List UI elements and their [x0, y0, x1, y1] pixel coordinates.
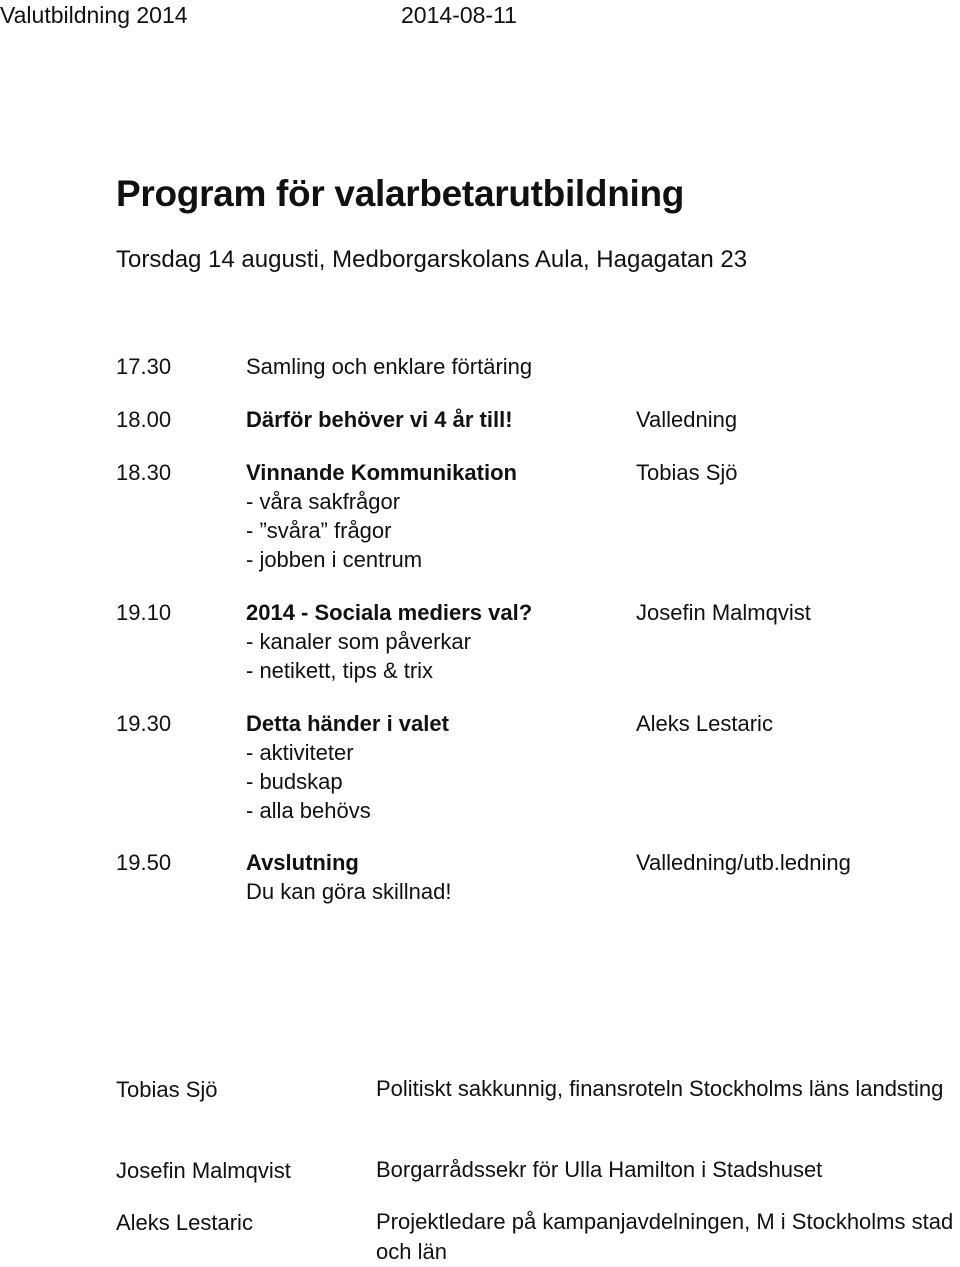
- agenda-subitem: - aktiviteter: [246, 740, 354, 765]
- agenda-speaker: Valledning/utb.ledning: [636, 850, 851, 875]
- person-name: Tobias Sjö: [116, 1077, 218, 1102]
- agenda-title: Vinnande Kommunikation: [246, 460, 517, 485]
- agenda-subitem: - netikett, tips & trix: [246, 658, 434, 683]
- agenda-time: 17.30: [116, 354, 172, 379]
- agenda-title: Avslutning: [246, 850, 359, 875]
- page-subtitle: Torsdag 14 augusti, Medborgarskolans Aula, Hagagatan 23: [116, 246, 748, 273]
- agenda-subitem: - alla behövs: [246, 798, 371, 823]
- agenda-speaker: Tobias Sjö: [636, 460, 738, 485]
- header-date: 2014-08-11: [401, 2, 517, 28]
- agenda-subitem: - kanaler som påverkar: [246, 629, 471, 654]
- page-title: Program för valarbetarutbildning: [116, 173, 685, 214]
- agenda-speaker: Josefin Malmqvist: [636, 600, 811, 625]
- person-role: Politiskt sakkunnig, finansroteln Stockholms läns landsting: [376, 1076, 944, 1101]
- agenda-title: Därför behöver vi 4 år till!: [246, 407, 513, 432]
- agenda-subitem: - budskap: [246, 769, 343, 794]
- agenda-time: 19.10: [116, 600, 172, 625]
- agenda-title: Detta händer i valet: [246, 711, 449, 736]
- agenda-time: 18.00: [116, 407, 172, 432]
- agenda-time: 18.30: [116, 460, 172, 485]
- agenda-time: 19.30: [116, 711, 172, 736]
- agenda-time: 19.50: [116, 850, 172, 875]
- agenda-subitem: - våra sakfrågor: [246, 489, 401, 514]
- person-name: Aleks Lestaric: [116, 1210, 253, 1235]
- agenda-title: Samling och enklare förtäring: [246, 354, 533, 379]
- agenda-title: 2014 - Sociala mediers val?: [246, 600, 533, 625]
- person-role: Borgarrådssekr för Ulla Hamilton i Stadshuset: [376, 1157, 823, 1182]
- header-left: Valutbildning 2014: [0, 2, 188, 28]
- agenda-speaker: Aleks Lestaric: [636, 711, 773, 736]
- agenda-subitem: - jobben i centrum: [246, 547, 423, 572]
- agenda-subitem: Du kan göra skillnad!: [246, 879, 452, 904]
- agenda-speaker: Valledning: [636, 407, 738, 432]
- person-name: Josefin Malmqvist: [116, 1158, 291, 1183]
- person-role: Projektledare på kampanjavdelningen, M i Stockholms stad och län: [376, 1209, 954, 1264]
- agenda-subitem: - ”svåra” frågor: [246, 518, 392, 543]
